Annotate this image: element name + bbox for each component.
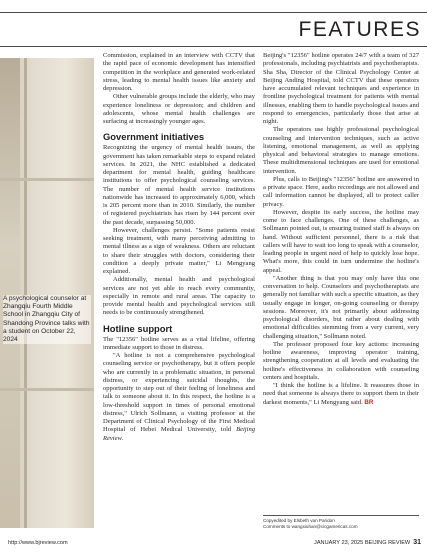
section-title: FEATURES <box>298 18 421 41</box>
article-column-right <box>263 52 419 407</box>
quote-text: "A hotline is not a comprehensive psychological counseling service or psychotherapy, but it offers people who are currently in a problematic situation, in personal distress, or experiencing suicidal thoughts, the opportunity to step out of their feeling of loneliness and talk to someone about it. In this respect, the hotline is a low-threshold support in times of personal emotional distress," Ulrich Sollmann, a visiting professor at the Department of Clinical Psychology of the First Medical Hospital of Hebei Medical University, told <box>103 352 255 434</box>
photo-image <box>0 58 94 528</box>
paragraph: Plus, calls to Beijing's "12356" hotline are answered in a private space. Here, audio recordings are not allowed and call information cannot be displayed, all to protect caller privacy. <box>263 175 419 208</box>
paragraph: The operators use highly professional psychological counseling and intervention techniques, such as active listening, emotional management, as well as applying physical and behavioral strategies to manage emotions. These multidimensional techniques are used for emotional intervention. <box>263 126 419 175</box>
paragraph: However, despite its early success, the hotline may come to face challenges. One of these challenges, as Sollmann pointed out, is ensuring trained staff is always on hand. Without sufficient personnel, there is a risk that callers will have to wait too long to speak with a counselor, leading people in urgent need of help to quickly lose hope. What's more, this could in turn undermine the hotline's appeal. <box>263 208 419 274</box>
header-top-rule <box>0 12 427 13</box>
paragraph: Other vulnerable groups include the elderly, who may experience loneliness or depression; and children and adolescents, whose mental health challenges are surfacing at increasingly younger ages. <box>103 93 255 125</box>
article-column-left <box>103 52 255 443</box>
paragraph: The "12356" hotline serves as a vital lifeline, offering immediate support to those in distress. <box>103 335 255 351</box>
page-number: 31 <box>413 539 421 546</box>
photo-post <box>24 58 27 528</box>
end-mark: BR <box>364 398 374 406</box>
closing-text: "I think the hotline is a lifeline. It reassures those in need that someone is always there to support them in their darkest moments," Li Mengyang said. <box>263 382 419 406</box>
issue-date: JANUARY 23, 2025 BEIJING REVIEW <box>314 540 411 546</box>
paragraph: Commission, explained in an interview with CCTV that the rapid pace of economic development has intensified competition in the workplace and generated work-related stress, leading to mental health issues like anxiety and depression. <box>103 52 255 92</box>
paragraph: "Another thing is that you may only have this one conversation to help. Counselors and psychotherapists are generally not familiar with such a specific situation, as they usually engage in longer, on-going counseling or therapy sessions. Moreover, it's not primarily about addressing psychological disorders, but rather about dealing with emotional difficulties stemming from a very current, very challenging situation," Sollmann noted. <box>263 274 419 340</box>
photo-shadow <box>0 58 20 528</box>
paragraph: However, challenges persist. "Some patients resist seeking treatment, with many perceiving admitting to mental illness as a sign of weakness. Others are reluctant to share their struggles with doctors, considering their condition a deeply private matter," Li Mengyang explained. <box>103 226 255 275</box>
paragraph: Beijing's "12356" hotline operates 24/7 with a team of 327 professionals, including psychiatrists and psychotherapists. Sha Sha, Director of the Clinical Psychology Center at Beijing Anding Hospital, told CCTV that these operators have accumulated relevant techniques and experience in frontline psychological treatment for patients with mental illnesses, enabling them to handle psychological issues and respond to emergencies, particularly those that arise at night. <box>263 52 419 125</box>
paragraph <box>103 352 255 443</box>
comments-line: Comments to wangxiuhan@cicgamericas.com <box>263 524 358 529</box>
subheading: Hotline support <box>103 322 173 334</box>
paragraph: Recognizing the urgency of mental health issues, the government has taken remarkable steps to expand related services. In 2021, the NHC established a dedicated department for mental health, guiding healthcare institutions to offer psychological counseling services. The number of mental health service institutions nationwide has increased to approximately 6,000, which is 205 percent more than in 2010. Similarly, the number of registered psychiatrists has risen by 144 percent over the past decade, surpassing 50,000. <box>103 144 255 226</box>
header-bottom-rule <box>0 46 427 47</box>
paragraph: Additionally, mental health and psychological services are not yet able to reach every community, especially in remote and rural areas. The capacity to provide mental health and psychological services still needs to be continuously strengthened. <box>103 276 255 317</box>
punctuation: . <box>121 434 124 442</box>
footer-url-link[interactable]: http://www.bjreview.com <box>8 540 68 546</box>
copyeditor-line: Copyedited by Elsbeth van Paridon <box>263 518 335 523</box>
paragraph <box>263 382 419 407</box>
footer-issue <box>314 539 421 546</box>
subheading: Government initiatives <box>103 131 205 143</box>
photo-band <box>0 388 94 391</box>
photo-band <box>0 178 94 181</box>
photo-caption: A psychological counselor at Zhangqiu Fourth Middle School in Zhangqiu City of Shandong Province talks with a student on October 22, 2024 <box>3 295 90 344</box>
paragraph: The professor proposed four key actions: increasing hotline awareness, improving operator training, strengthening cooperation at all levels and evaluating the hotline's effectiveness in collaboration with counseling centers and hospitals. <box>263 340 419 381</box>
publication-name: Beijing Review <box>103 426 255 442</box>
credits <box>263 515 419 530</box>
